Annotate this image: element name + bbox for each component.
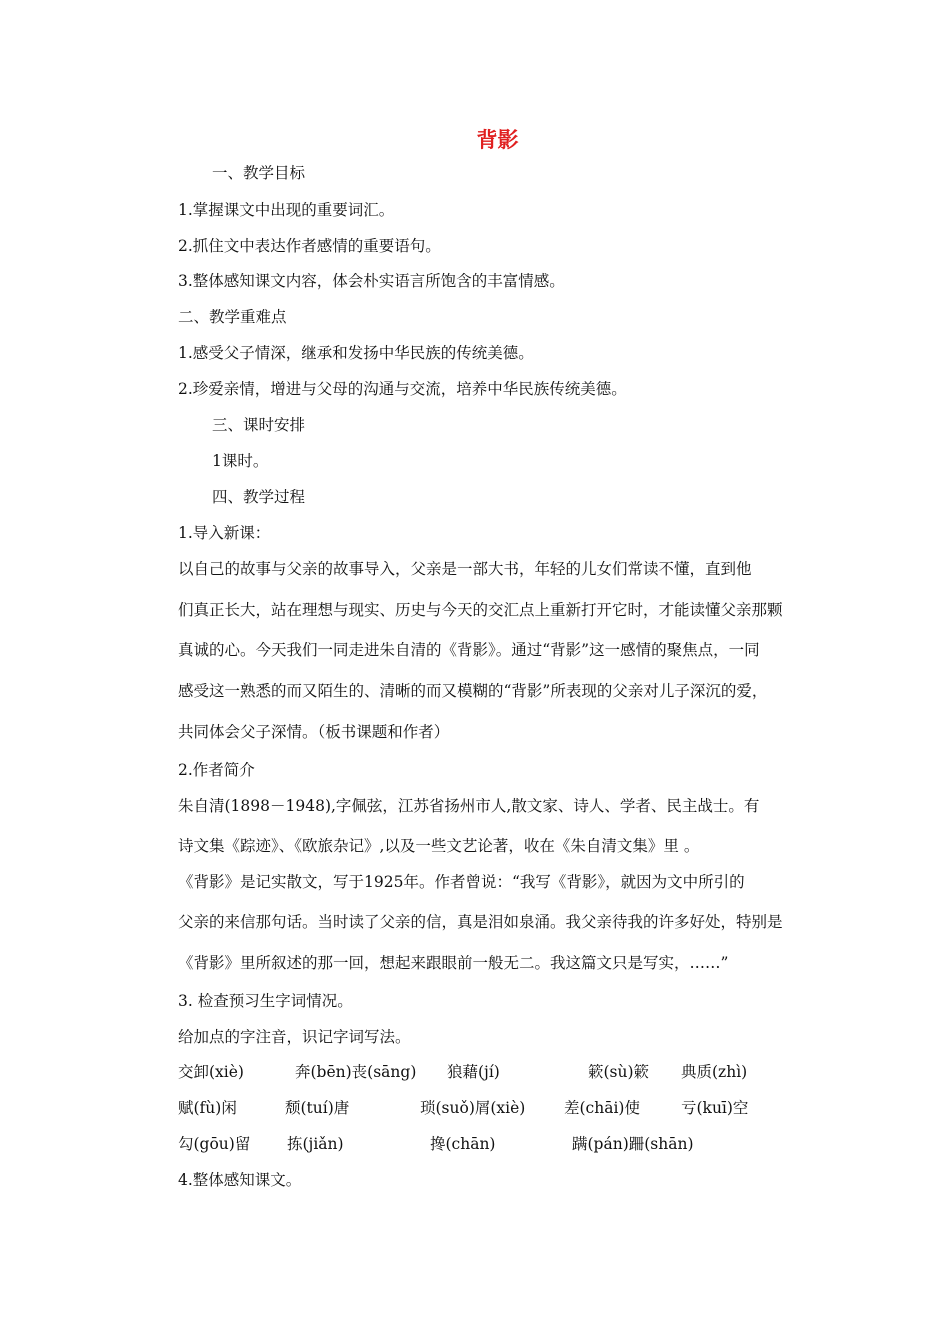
pinyin-word: 拣(jiǎn) <box>287 1135 344 1153</box>
step-heading: 1.导入新课： <box>178 524 271 542</box>
objective-item: 3.整体感知课文内容，体会朴实语言所饱含的丰富情感。 <box>178 272 565 290</box>
schedule-text: 1课时。 <box>212 452 269 470</box>
step-instruction: 给加点的字注音，识记字词写法。 <box>178 1028 411 1046</box>
step-heading: 3. 检查预习生字词情况。 <box>178 992 353 1010</box>
quote-line: 父亲的来信那句话。当时读了父亲的信，真是泪如泉涌。我父亲待我的许多好处，特别是 <box>178 913 783 931</box>
pinyin-word: 亏(kuī)空 <box>681 1099 749 1117</box>
objective-item: 1.掌握课文中出现的重要词汇。 <box>178 201 395 219</box>
section-heading-difficulties: 二、教学重难点 <box>178 308 287 326</box>
objective-item: 2.抓住文中表达作者感情的重要语句。 <box>178 237 441 255</box>
pinyin-word: 搀(chān) <box>430 1135 496 1153</box>
intro-line: 感受这一熟悉的而又陌生的、清晰的而又模糊的“背影”所表现的父亲对儿子深沉的爱， <box>178 682 768 700</box>
intro-line: 们真正长大，站在理想与现实、历史与今天的交汇点上重新打开它时，才能读懂父亲那颗 <box>178 601 783 619</box>
pinyin-word: 典质(zhì) <box>681 1063 748 1081</box>
pinyin-word: 蹒(pán)跚(shān) <box>572 1135 694 1153</box>
quote-line: 《背影》是记实散文，写于1925年。作者曾说：“我写《背影》，就因为文中所引的 <box>178 873 745 891</box>
pinyin-word: 差(chāi)使 <box>564 1099 640 1117</box>
pinyin-word: 赋(fù)闲 <box>178 1099 237 1117</box>
section-heading-process: 四、教学过程 <box>212 488 306 506</box>
pinyin-word: 簌(sù)簌 <box>588 1063 650 1081</box>
intro-line: 真诚的心。今天我们一同走进朱自清的《背影》。通过“背影”这一感情的聚焦点，一同 <box>178 641 760 659</box>
pinyin-word: 狼藉(jí) <box>447 1063 500 1081</box>
section-heading-objectives: 一、教学目标 <box>212 164 306 182</box>
author-line: 诗文集《踪迹》、《欧旅杂记》,以及一些文艺论著，收在《朱自清文集》里 。 <box>178 837 700 855</box>
quote-line: 《背影》里所叙述的那一回，想起来跟眼前一般无二。我这篇文只是写实，……” <box>178 954 729 972</box>
intro-line: 共同体会父子深情。（板书课题和作者） <box>178 723 450 741</box>
difficulty-item: 2.珍爱亲情，增进与父母的沟通与交流，培养中华民族传统美德。 <box>178 380 627 398</box>
pinyin-word: 交卸(xiè) <box>178 1063 244 1081</box>
step-heading: 2.作者简介 <box>178 761 255 779</box>
pinyin-word: 奔(bēn)丧(sāng) <box>295 1063 417 1081</box>
pinyin-word: 琐(suǒ)屑(xiè) <box>420 1099 526 1117</box>
step-heading: 4.整体感知课文。 <box>178 1171 302 1189</box>
intro-line: 以自己的故事与父亲的故事导入，父亲是一部大书，年轻的儿女们常读不懂，直到他 <box>178 560 752 578</box>
pinyin-word: 颓(tuí)唐 <box>285 1099 350 1117</box>
pinyin-word: 勾(gōu)留 <box>178 1135 251 1153</box>
section-heading-schedule: 三、课时安排 <box>212 416 306 434</box>
author-line: 朱自清(1898－1948),字佩弦，江苏省扬州市人,散文家、诗人、学者、民主战士。有 <box>178 797 760 815</box>
difficulty-item: 1.感受父子情深，继承和发扬中华民族的传统美德。 <box>178 344 534 362</box>
document-title: 背影 <box>476 128 519 152</box>
